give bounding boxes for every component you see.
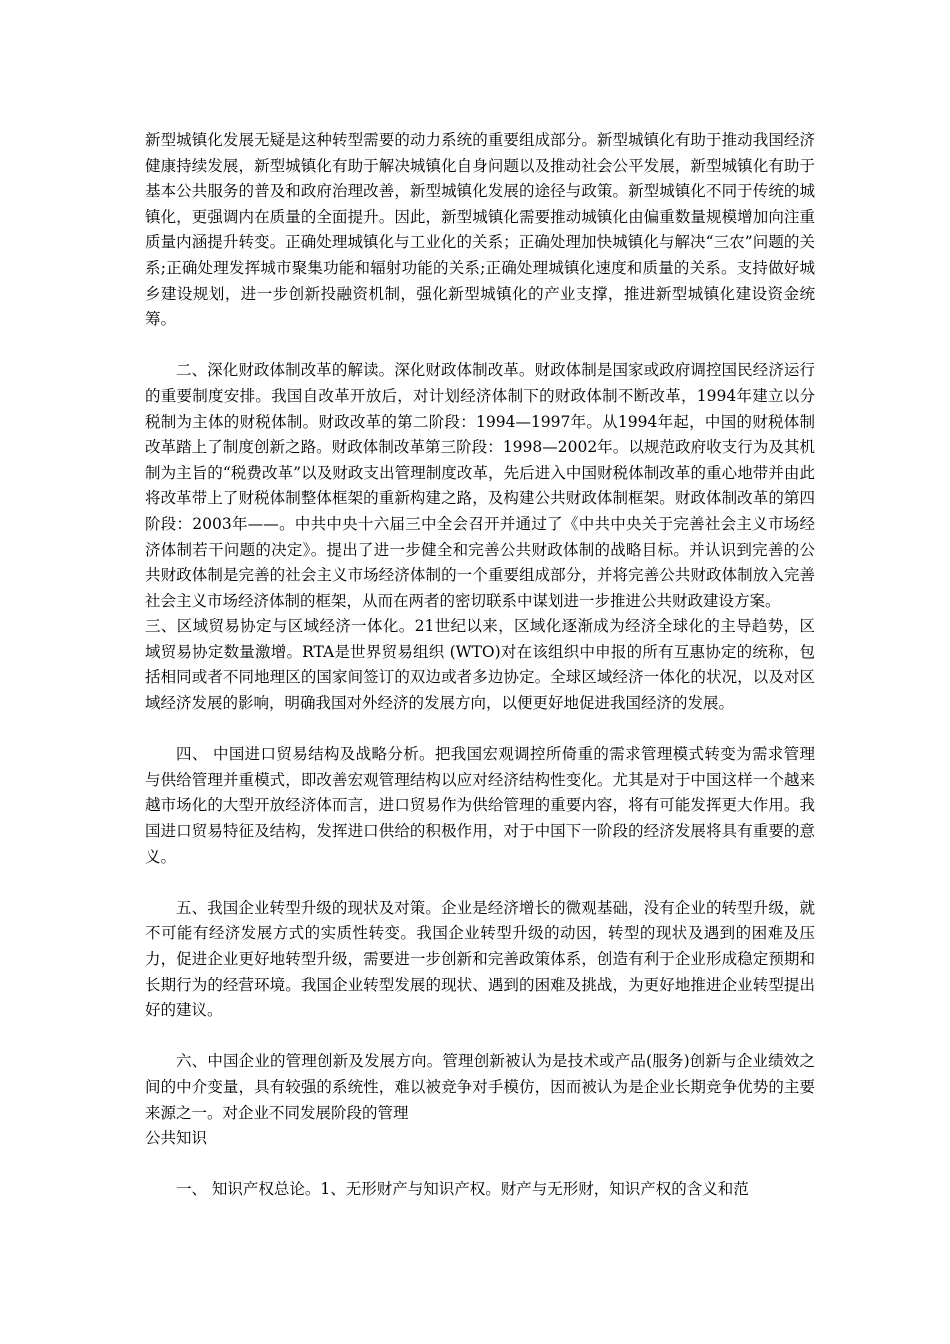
paragraph-import-trade: 四、 中国进口贸易结构及战略分析。把我国宏观调控所倚重的需求管理模式转变为需求管理与供给管理并重模式，即改善宏观管理结构以应对经济结构性变化。尤其是对于中国这样一个越来越市场化的大型开放经济体而言，进口贸易作为供给管理的重要内容，将有可能发挥更大作用。我国进口贸易特征及结构，发挥进口供给的积极作用，对于中国下一阶段的经济发展将具有重要的意义。 [145, 745, 815, 866]
paragraph-management-innovation: 六、中国企业的管理创新及发展方向。管理创新被认为是技术或产品(服务)创新与企业绩效之间的中介变量，具有较强的系统性，难以被竞争对手模仿，因而被认为是企业长期竞争优势的主要来源之一。对企业不同发展阶段的管理 [145, 1052, 815, 1122]
paragraph-gap [145, 717, 815, 743]
paragraph-gap [145, 1152, 815, 1178]
paragraph-gap [145, 870, 815, 896]
paragraph-regional-trade: 三、区域贸易协定与区域经济一体化。21世纪以来，区域化逐渐成为经济全球化的主导趋势，区域贸易协定数量激增。RTA是世界贸易组织 (WTO)对在该组织中申报的所有互惠协定的统称，包括相同或者不同地理区的国家间签订的双边或者多边协定。全球区域经济一体化的状况，以及对区域经济发展的影响，明确我国对外经济的发展方向，以便更好地促进我国经济的发展。 [145, 617, 815, 713]
section-heading-public-knowledge: 公共知识 [145, 1129, 208, 1148]
paragraph-intellectual-property: 一、 知识产权总论。1、无形财产与知识产权。财产与无形财，知识产权的含义和范 [176, 1180, 749, 1199]
paragraph-fiscal-reform: 二、深化财政体制改革的解读。深化财政体制改革。财政体制是国家或政府调控国民经济运行的重要制度安排。我国自改革开放后，对计划经济体制下的财政体制不断改革，1994年建立以分税制为主体的财税体制。财政改革的第二阶段：1994—1997年。从1994年起，中国的财税体制改革踏上了制度创新之路。财政体制改革第三阶段：1998—2002年。以规范政府收支行为及其机制为主旨的“税费改革”以及财政支出管理制度改革，先后进入中国财税体制改革的重心地带并由此将改革带上了财税体制整体框架的重新构建之路，及构建公共财政体制框架。财政体制改革的第四阶段：2003年——。中共中央十六届三中全会召开并通过了《中共中央关于完善社会主义市场经济体制若干问题的决定》。提出了进一步健全和完善公共财政体制的战略目标。并认识到完善的公共财政体制是完善的社会主义市场经济体制的一个重要组成部分，并将完善公共财政体制放入完善社会主义市场经济体制的框架，从而在两者的密切联系中谋划进一步推进公共财政建设方案。 [145, 361, 815, 610]
paragraph-new-urbanization: 新型城镇化发展无疑是这种转型需要的动力系统的重要组成部分。新型城镇化有助于推动我国经济健康持续发展，新型城镇化有助于解决城镇化自身问题以及推动社会公平发展，新型城镇化有助于基本公共服务的普及和政府治理改善，新型城镇化发展的途径与政策。新型城镇化不同于传统的城镇化，更强调内在质量的全面提升。因此，新型城镇化需要推动城镇化由偏重数量规模增加向注重质量内涵提升转变。正确处理城镇化与工业化的关系；正确处理加快城镇化与解决“三农”问题的关系;正确处理发挥城市聚集功能和辐射功能的关系;正确处理城镇化速度和质量的关系。支持做好城乡建设规划，进一步创新投融资机制，强化新型城镇化的产业支撑，推进新型城镇化建设资金统筹。 [145, 131, 815, 329]
document-body [145, 128, 815, 1203]
paragraph-enterprise-transformation: 五、我国企业转型升级的现状及对策。企业是经济增长的微观基础，没有企业的转型升级，就不可能有经济发展方式的实质性转变。我国企业转型升级的动因，转型的现状及遇到的困难及压力，促进企业更好地转型升级，需要进一步创新和完善政策体系，创造有利于企业形成稳定预期和长期行为的经营环境。我国企业转型发展的现状、遇到的困难及挑战，为更好地推进企业转型提出好的建议。 [145, 898, 815, 1020]
paragraph-gap [145, 333, 815, 359]
paragraph-gap [145, 1024, 815, 1050]
